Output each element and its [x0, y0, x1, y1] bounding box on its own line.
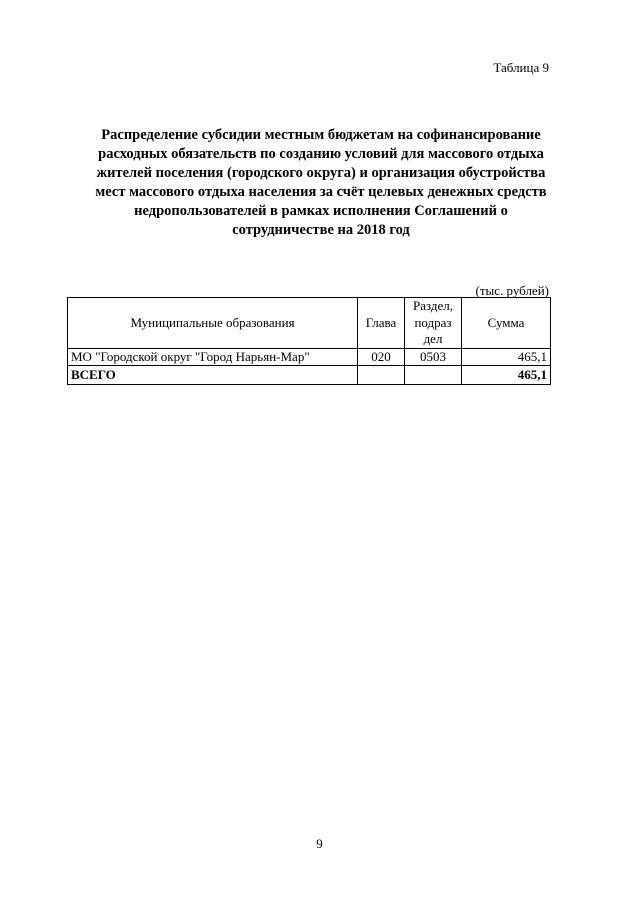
cell-razdel: 0503	[405, 349, 462, 366]
title-line: расходных обязательств по созданию условий для массового отдыха	[98, 146, 544, 162]
header-municipality: Муниципальные образования	[68, 298, 358, 349]
table-number: Таблица 9	[493, 60, 549, 75]
cell-sum: 465,1	[462, 349, 551, 366]
header-razdel-line: Раздел,	[412, 298, 454, 314]
document-title	[60, 126, 582, 240]
table-row	[68, 349, 551, 366]
title-line: недропользователей в рамках исполнения Соглашений о	[134, 203, 508, 219]
total-glava	[358, 366, 405, 385]
total-row	[68, 366, 551, 385]
header-sum: Сумма	[462, 298, 551, 349]
units-label: (тыс. рублей)	[475, 283, 549, 298]
header-razdel	[405, 298, 462, 349]
title-line: мест массового отдыха населения за счёт целевых денежных средств	[95, 184, 547, 200]
title-line: жителей поселения (городского округа) и организация обустройства	[96, 165, 546, 181]
table-header-row	[68, 298, 551, 349]
title-line: Распределение субсидии местным бюджетам на софинансирование	[101, 127, 541, 143]
page-number: 9	[316, 836, 323, 851]
cell-glava: 020	[358, 349, 405, 366]
total-label: ВСЕГО	[68, 366, 358, 385]
total-razdel	[405, 366, 462, 385]
header-razdel-line: дел	[423, 331, 443, 347]
subsidy-table	[67, 297, 551, 385]
header-glava: Глава	[358, 298, 405, 349]
header-razdel-line: подраз	[414, 314, 452, 330]
cell-municipality: МО "Городской округ "Город Нарьян-Мар"	[68, 349, 358, 366]
title-line: сотрудничестве на 2018 год	[232, 222, 410, 238]
total-sum: 465,1	[462, 366, 551, 385]
